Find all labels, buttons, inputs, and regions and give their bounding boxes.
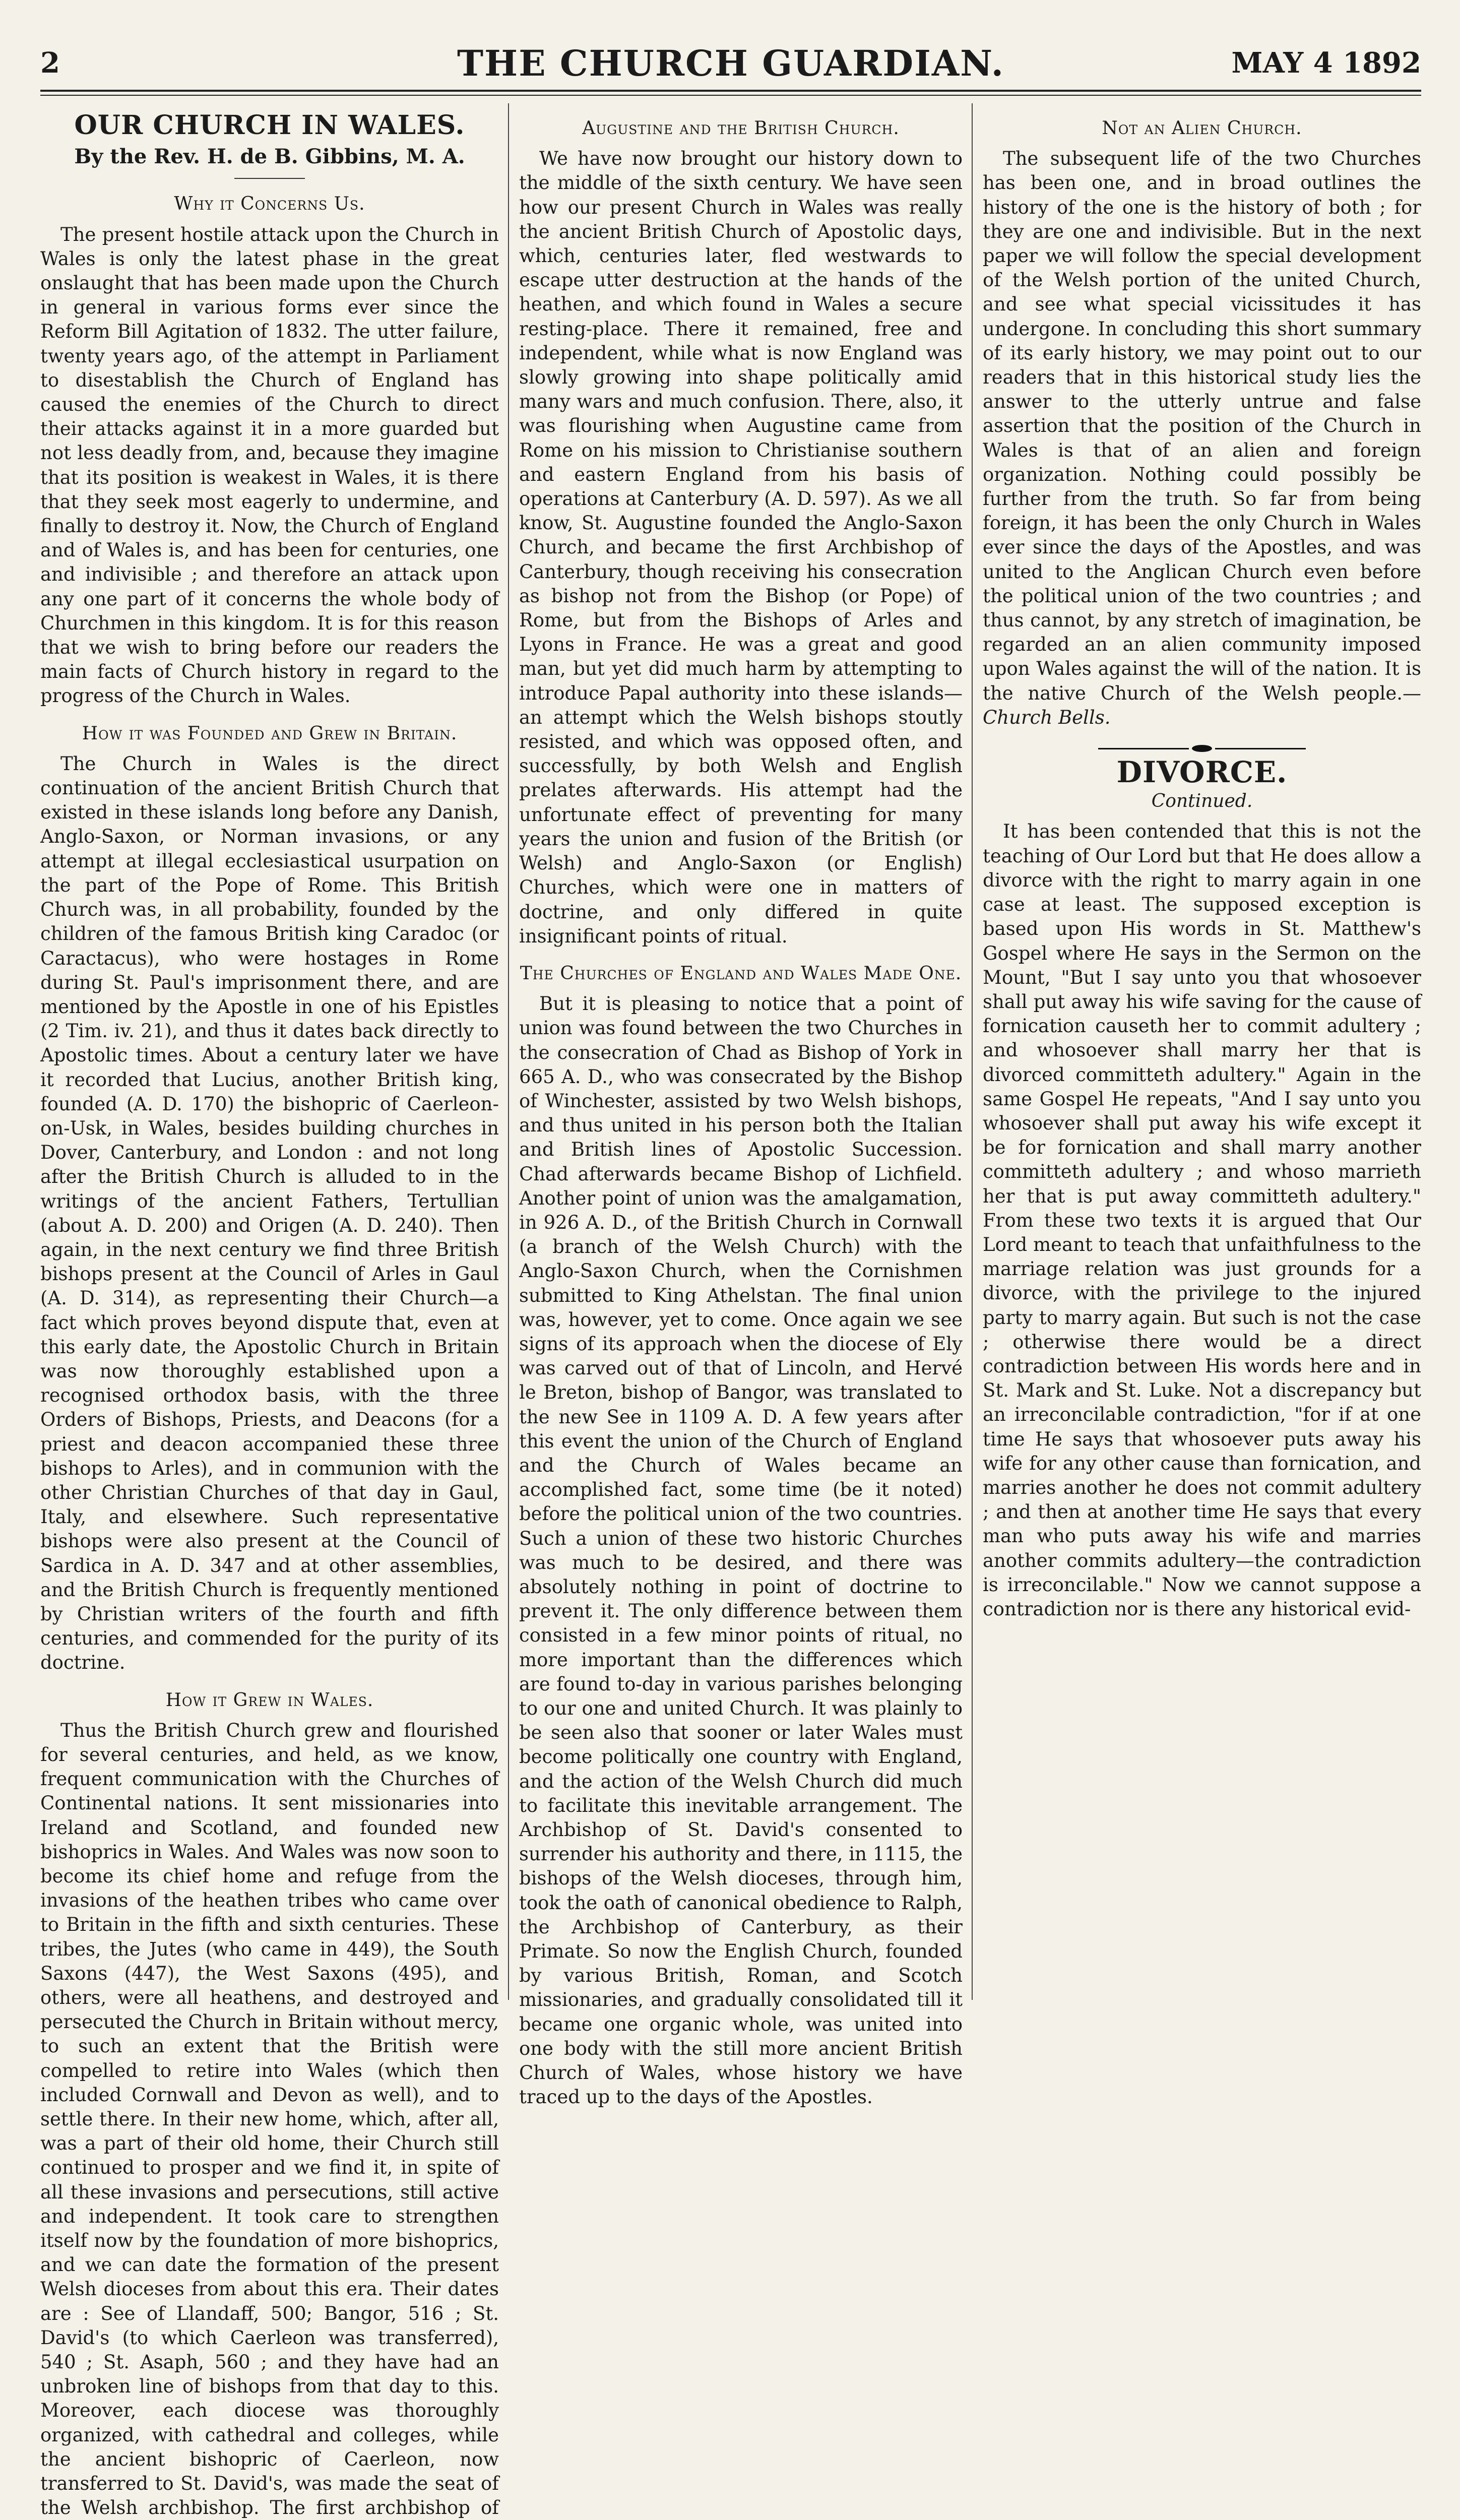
ornamental-divider — [983, 745, 1421, 752]
column-1 — [40, 103, 499, 2519]
article-paragraph — [983, 147, 1421, 730]
article-headline: DIVORCE. — [1116, 755, 1288, 790]
section-heading: The Churches of England and Wales Made One. — [520, 963, 962, 984]
section-heading: How it Grew in Wales. — [165, 1689, 374, 1711]
divider-ornament — [1192, 745, 1212, 752]
section-heading: Why it Concerns Us. — [174, 194, 365, 215]
section-heading: Augustine and the British Church. — [582, 118, 900, 139]
article-paragraph: We have now brought our history down to the middle of the sixth century. We have seen how our present Church in Wales was really the ancient British Church of Apostolic days, which, centuries later, fled westwards to escape utter destruction at the hands of the heathen, and which found in Wales a secure resting-place. There it remained, free and independent, while what is now England was slowly growing into shape politically amid many wars and much confusion. There, also, it was flourishing when Augustine came from Rome on his mission to Christianise southern and eastern England from his basis of operations at Canterbury (A. D. 597). As we all know, St. Augustine founded the Anglo-Saxon Church, and became the first Archbishop of Canterbury, though receiving his consecration as bishop not from the Bishop (or Pope) of Rome, but from the Bishops of Arles and Lyons in France. He was a great and good man, but yet did much harm by attempting to introduce Papal authority into these islands—an attempt which the Welsh bishops stoutly resisted, and which was opposed often, and successfully, by both Welsh and English prelates afterwards. His attempt had the unfortunate effect of preventing for many years the union and fusion of the British (or Welsh) and Anglo-Saxon (or English) Churches, which were one in matters of doctrine, and only differed in quite insignificant points of ritual. — [519, 148, 963, 947]
column-divider — [972, 103, 973, 2000]
issue-date: MAY 4 1892 — [1231, 46, 1421, 80]
column-3 — [983, 103, 1421, 2005]
section-heading: Not an Alien Church. — [1102, 118, 1302, 139]
source-credit: —Church Bells. — [983, 682, 1421, 728]
masthead — [40, 35, 1421, 91]
newspaper-title: THE CHURCH GUARDIAN. — [457, 42, 1005, 84]
article-paragraph: It has been contended that this is not the teaching of Our Lord but that He does allow a divorce with the right to marry again in one case at least. The supposed exception is based upon His words in St. Matthew's Gospel where He says in the Sermon on the Mount, "But I say unto you that whosoever shall put away his wife saving for the cause of fornication causeth her to commit adultery ; and whosoever shall marry her that is divorced committeth adultery." Again in the same Gospel He repeats, "And I say unto you whosoever shall put away his wife except it be for fornication and shall marry another committeth adultery ; and whoso marrieth her that is put away committeth adultery." From these two texts it is argued that Our Lord meant to teach that unfaithfulness to the marriage relation was just grounds for a divorce, with the privilege to the injured party to marry again. But such is not the case ; otherwise there would be a direct contradiction between His words here and in St. Mark and St. Luke. Not a discrepancy but an irreconcilable contradiction, "for if at one time He says that whosoever puts away his wife for any other cause than fornication, and marries another he does not commit adultery ; and then at another time He says that every man who puts away his wife and marries another commits adultery—the contradiction is irreconcilable." Now we cannot suppose a contradiction nor is there any historical evid- — [983, 821, 1421, 1620]
short-rule — [234, 178, 305, 179]
column-2 — [519, 103, 963, 2108]
masthead-rule — [40, 90, 1421, 92]
article-paragraph: The Church in Wales is the direct continuation of the ancient British Church that existed in these islands long before any Danish, Anglo-Saxon, or Norman invasions, or any attempt at illegal ecclesiastical usurpation on the part of the Pope of Rome. This British Church was, in all probability, founded by the children of the famous British king Caradoc (or Caractacus), who were hostages in Rome during St. Paul's imprisonment there, and are mentioned by the Apostle in one of his Epistles (2 Tim. iv. 21), and thus it dates back directly to Apostolic times. About a century later we have it recorded that Lucius, another British king, founded (A. D. 170) the bishopric of Caerleon-on-Usk, in Wales, besides building churches in Dover, Canterbury, and London : and not long after the British Church is alluded to in the writings of the ancient Fathers, Tertullian (about A. D. 200) and Origen (A. D. 240). Then again, in the next century we find three British bishops present at the Council of Arles in Gaul (A. D. 314), as representing their Church—a fact which proves beyond dispute that, even at this early date, the Apostolic Church in Britain was now thoroughly established upon a recognised orthodox basis, with the three Orders of Bishops, Priests, and Deacons (for a priest and deacon accompanied these three bishops to Arles), and in communion with the other Christian Churches of that day in Gaul, Italy, and elsewhere. Such representative bishops were also present at the Council of Sardica in A. D. 347 and at other assemblies, and the British Church is frequently mentioned by Christian writers of the fourth and fifth centuries, and commended for the purity of its doctrine. — [40, 752, 499, 1674]
page-number: 2 — [40, 46, 60, 80]
divider-line — [1098, 748, 1189, 749]
paragraph-text: The subsequent life of the two Churches has been one, and in broad outlines the history of the one is the history of both ; for they are one and indivisible. But in the next paper we will follow the special development of the Welsh portion of the united Church, and see what special vicissitudes it has undergone. In concluding this short summary of its early history, we may point out to our readers that in this historical study lies the answer to the utterly untrue and false assertion that the position of the Church in Wales is that of an alien and foreign organization. Nothing could possibly be further from the truth. So far from being foreign, it has been the only Church in Wales ever since the days of the Apostles, and was united to the Anglican Church even before the political union of the two countries ; and thus cannot, by any stretch of imagination, be regarded an an alien community imposed upon Wales against the will of the nation. It is the native Church of the Welsh people. — [983, 148, 1421, 704]
column-divider — [508, 103, 509, 2000]
article-paragraph: The present hostile attack upon the Church in Wales is only the latest phase in the great onslaught that has been made upon the Church in general in various forms ever since the Reform Bill Agitation of 1832. The utter failure, twenty years ago, of the attempt in Parliament to disestablish the Church of England has caused the enemies of the Church to direct their attacks against it in a more guarded but not less deadly from, and, because they imagine that its position is weakest in Wales, it is there that they seek most eagerly to undermine, and finally to destroy it. Now, the Church of England and of Wales is, and has been for centuries, one and indivisible ; and therefore an attack upon any one part of it concerns the whole body of Churchmen in this kingdom. It is for this reason that we wish to bring before our readers the main facts of Church history in regard to the progress of the Church in Wales. — [40, 223, 499, 707]
article-headline: OUR CHURCH IN WALES. — [74, 110, 465, 141]
continued-label: Continued. — [1151, 791, 1253, 812]
article-byline: By the Rev. H. de B. Gibbins, M. A. — [74, 145, 465, 169]
article-paragraph: Thus the British Church grew and flourished for several centuries, and held, as we know, frequent communication with the Churches of Continental nations. It sent missionaries into Ireland and Scotland, and founded new bishoprics in Wales. And Wales was now soon to become its chief home and refuge from the invasions of the heathen tribes who came over to Britain in the fifth and sixth centuries. These tribes, the Jutes (who came in 449), the South Saxons (447), the West Saxons (495), and others, were all heathens, and destroyed and persecuted the Church in Britain without mercy, to such an extent that the British were compelled to retire into Wales (which then included Cornwall and Devon as well), and to settle there. In their new home, which, after all, was a part of their old home, their Church still continued to prosper and we find it, in spite of all these invasions and persecutions, still active and independent. It took care to strengthen itself now by the foundation of more bishoprics, and we can date the formation of the present Welsh dioceses from about this era. Their dates are : See of Llandaff, 500; Bangor, 516 ; St. David's (to which Caerleon was transferred), 540 ; St. Asaph, 560 ; and they have had an unbroken line of bishops from that day to this. Moreover, each diocese was thoroughly organized, with cathedral and colleges, while the ancient bishopric of Caerleon, now transferred to St. David's, was made the seat of the Welsh archbishop. The first archbishop of — [40, 1719, 499, 2519]
divider-line — [1215, 748, 1306, 749]
article-paragraph: But it is pleasing to notice that a point of union was found between the two Churches in the consecration of Chad as Bishop of York in 665 A. D., who was consecrated by the Bishop of Winchester, assisted by two Welsh bishops, and thus united in his person both the Italian and British lines of Apostolic Succession. Chad afterwards became Bishop of Lichfield. Another point of union was the amalgamation, in 926 A. D., of the British Church in Cornwall (a branch of the Welsh Church) with the Anglo-Saxon Church, when the Cornishmen submitted to King Athelstan. The final union was, however, yet to come. Once again we see signs of its approach when the diocese of Ely was carved out of that of Lincoln, and Hervé le Breton, bishop of Bangor, was translated to the new See in 1109 A. D. A few years after this event the union of the Church of England and the Church of Wales became an accomplished fact, some time (be it noted) before the political union of the two countries. Such a union of these two historic Churches was much to be desired, and there was absolutely nothing in point of doctrine to prevent it. The only difference between them consisted in a few minor points of ritual, no more important than the differences which are found to-day in various parishes belonging to our one and united Church. It was plainly to be seen also that sooner or later Wales must become politically one country with England, and the action of the Welsh Church did much to facilitate this inevitable arrangement. The Archbishop of St. David's consented to surrender his authority and there, in 1115, the bishops of the Welsh dioceses, through him, took the oath of canonical obedience to Ralph, the Archbishop of Canterbury, as their Primate. So now the English Church, founded by various British, Roman, and Scotch missionaries, and gradually consolidated till it became one organic whole, was united into one body with the still more ancient British Church of Wales, whose history we have traced up to the days of the Apostles. — [519, 993, 963, 2108]
masthead-rule-thin — [40, 95, 1421, 96]
section-heading: How it was Founded and Grew in Britain. — [82, 723, 458, 744]
